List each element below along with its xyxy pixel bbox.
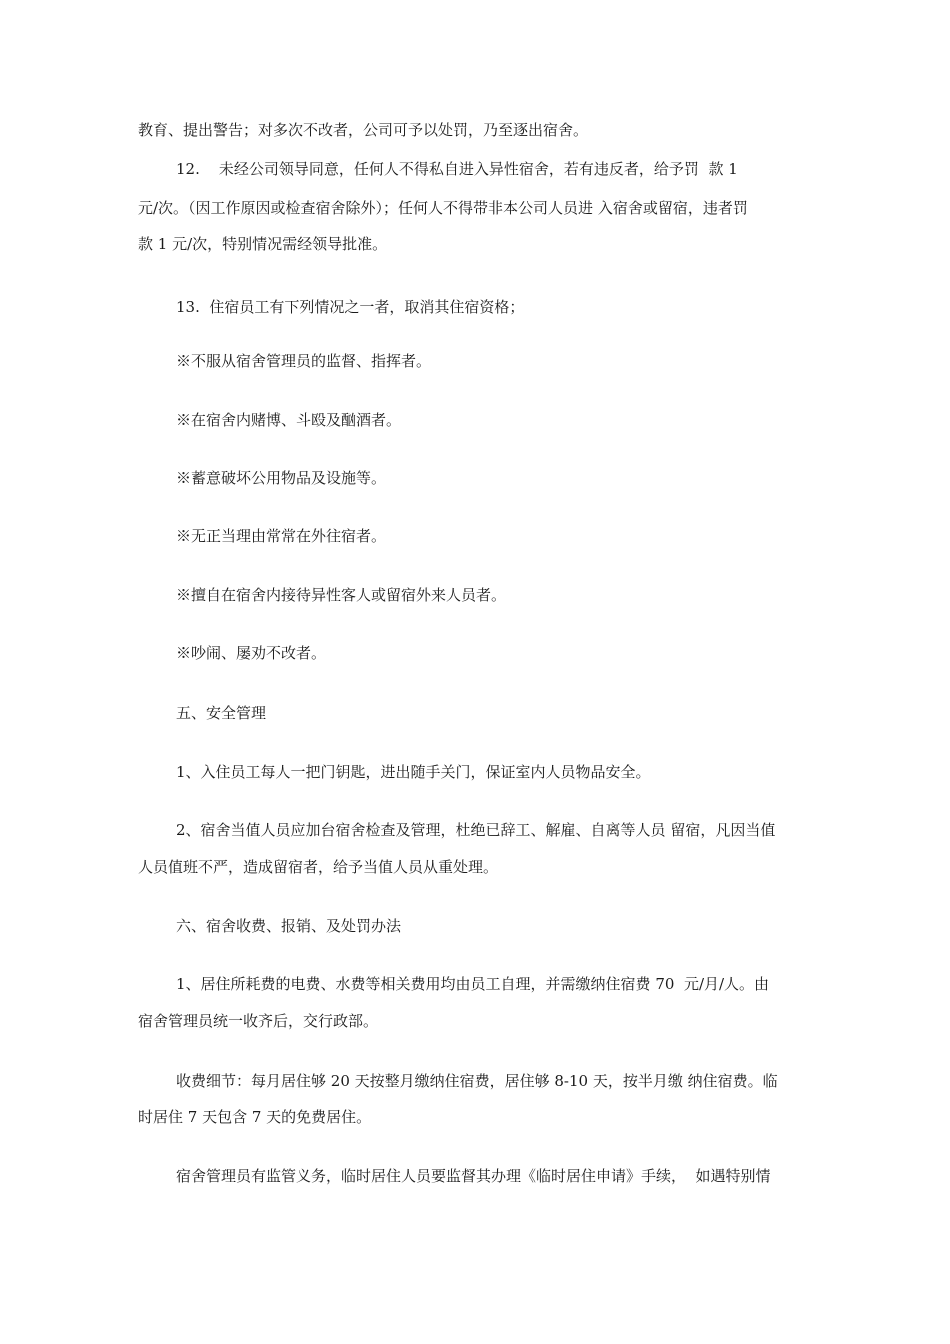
paragraph-line: 款 1 元/次，特别情况需经领导批准。 xyxy=(138,235,388,253)
list-item: ※蓄意破坏公用物品及设施等。 xyxy=(176,469,387,487)
paragraph-line: 元/次。（因工作原因或检查宿舍除外）；任何人不得带非本公司人员进 入宿舍或留宿，违者罚 xyxy=(138,199,748,217)
list-item: ※吵闹、屡劝不改者。 xyxy=(176,644,327,662)
paragraph-line: 1、居住所耗费的电费、水费等相关费用均由员工自理，并需缴纳住宿费 70 元/月/人。由 xyxy=(176,975,770,993)
paragraph-line: 时居住 7 天包含 7 天的免费居住。 xyxy=(138,1108,372,1126)
list-item: ※在宿舍内赌博、斗殴及酗酒者。 xyxy=(176,411,402,429)
paragraph-line: 人员值班不严，造成留宿者，给予当值人员从重处理。 xyxy=(138,858,499,876)
section-heading: 五、安全管理 xyxy=(176,704,267,722)
paragraph-line: 2、宿舍当值人员应加台宿舍检查及管理，杜绝已辞工、解雇、自离等人员 留宿，凡因当值 xyxy=(176,821,776,839)
list-item: ※擅自在宿舍内接待异性客人或留宿外来人员者。 xyxy=(176,586,507,604)
list-item: ※无正当理由常常在外往宿者。 xyxy=(176,527,387,545)
paragraph-line: 宿舍管理员有监管义务，临时居住人员要监督其办理《临时居住申请》手续， 如遇特别情 xyxy=(176,1167,771,1185)
paragraph-line: 1、入住员工每人一把门钥匙，进出随手关门，保证室内人员物品安全。 xyxy=(176,763,651,781)
paragraph-line: 宿舍管理员统一收齐后，交行政部。 xyxy=(138,1012,379,1030)
paragraph-line: 收费细节：每月居住够 20 天按整月缴纳住宿费，居住够 8-10 天，按半月缴 纳住宿费。临 xyxy=(176,1072,778,1090)
paragraph-line: 教育、提出警告；对多次不改者，公司可予以处罚，乃至逐出宿舍。 xyxy=(138,121,589,139)
section-heading: 六、宿舍收费、报销、及处罚办法 xyxy=(176,917,402,935)
list-item: ※不服从宿舍管理员的监督、指挥者。 xyxy=(176,352,432,370)
item-13-line: 13. 住宿员工有下列情况之一者，取消其住宿资格； xyxy=(176,298,525,316)
item-12-line: 12. 未经公司领导同意，任何人不得私自进入异性宿舍，若有违反者，给予罚 款 1 xyxy=(176,160,738,178)
